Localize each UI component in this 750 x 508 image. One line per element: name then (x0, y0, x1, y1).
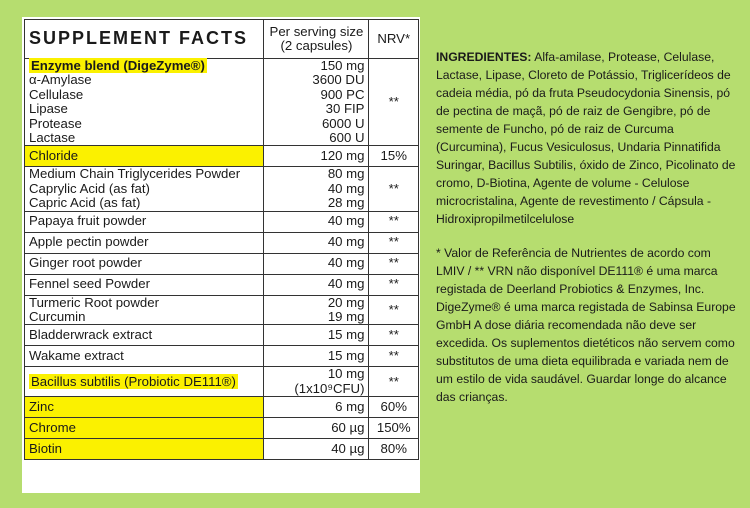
serving-header-line: Per serving size (269, 24, 364, 39)
ingredient-name: Caprylic Acid (as fat) (29, 180, 150, 196)
amount: 60 µg (264, 418, 369, 439)
ingredient-name: Fennel seed Powder (25, 274, 264, 295)
table-row (25, 346, 419, 367)
ingredient-name: Papaya fruit powder (25, 211, 264, 232)
nrv-header: NRV* (369, 20, 419, 59)
amount: 19 mg (327, 309, 365, 325)
serving-header (264, 20, 369, 59)
ingredients-text: Alfa-amilase, Protease, Celulase, Lactase, Lipase, Cloreto de Potássio, Triglicerídeos de cadeia média, pó da fruta Pseudocydonia Sinensis, pó de pectina de maçã, pó de raiz de Gengibre, pó de semente de Funcho, pó de raiz de Curcuma (Curcumina), Fucus Vesiculosus, Undaria Pinnatifida Suringar, Bacillus Subtilis, óxido de Zinco, Picolinato de cromo, D-Biotina, Agente de volume - Celulose microcristalina, Agente de revestimento / Cápsula - Hidroxipropilmetilcelulose (436, 50, 736, 226)
ingredient-name: Chrome (25, 418, 264, 439)
serving-header-line: (2 capsules) (280, 38, 353, 53)
amount: 3600 DU (312, 72, 365, 88)
ingredient-name: Protease (29, 115, 82, 131)
table-row (25, 59, 419, 146)
amount: 15 mg (264, 325, 369, 346)
notes-paragraph: * Valor de Referência de Nutrientes de acordo com LMIV / ** VRN não disponível DE111® é uma marca registada de Deerland Probiotics & Enzymes, Inc. DigeZyme® é uma marca registada de Sabinsa Europe GmbH A dose diária recomendada não deve ser excedida. Os suplementos dietéticos não servem como substitutos de uma dieta equilibrada e variada nem de um estilo de vida saudável. Guardar longe do alcance das crianças. (436, 246, 736, 404)
nrv-cell: 150% (369, 418, 419, 439)
ingredient-name-cell (25, 167, 264, 211)
table-title-cell (25, 20, 264, 59)
ingredient-name: Capric Acid (as fat) (29, 195, 141, 211)
side-text (436, 48, 736, 406)
table-row (25, 325, 419, 346)
amount: 40 mg (264, 274, 369, 295)
amount-cell (264, 59, 369, 146)
amount: 28 mg (327, 195, 365, 211)
amount: 900 PC (320, 86, 365, 102)
table-row (25, 232, 419, 253)
ingredient-name: α-Amylase (29, 72, 92, 88)
table-row (25, 253, 419, 274)
table-row (25, 211, 419, 232)
nrv-cell: ** (369, 325, 419, 346)
nrv-cell: ** (369, 167, 419, 211)
amount: 150 mg (320, 58, 365, 73)
amount-cell (264, 295, 369, 325)
amount: 40 mg (327, 180, 365, 196)
ingredient-name: Wakame extract (25, 346, 264, 367)
ingredient-name: Turmeric Root powder (29, 294, 159, 310)
ingredient-name: Apple pectin powder (25, 232, 264, 253)
nrv-cell: ** (369, 274, 419, 295)
table-row (25, 274, 419, 295)
enzyme-blend-label: Enzyme blend (DigeZyme®) (31, 58, 205, 73)
supplement-facts-table (24, 19, 419, 460)
ingredient-name: Chloride (25, 146, 264, 167)
amount: 30 FIP (325, 101, 365, 117)
ingredient-name: Cellulase (29, 86, 84, 102)
ingredients-paragraph (436, 48, 736, 228)
nrv-cell: 80% (369, 439, 419, 460)
amount: 6000 U (321, 115, 365, 131)
table-row (25, 367, 419, 397)
table-row (25, 439, 419, 460)
nrv-cell: 60% (369, 397, 419, 418)
amount: 40 mg (264, 253, 369, 274)
ingredient-name: Lipase (29, 101, 68, 117)
table-header-row (25, 20, 419, 59)
nrv-cell: ** (369, 211, 419, 232)
ingredient-name: Ginger root powder (25, 253, 264, 274)
ingredients-label: INGREDIENTES: (436, 50, 532, 64)
table-row (25, 295, 419, 325)
amount-cell (264, 167, 369, 211)
ingredient-name: Zinc (25, 397, 264, 418)
ingredient-name: Medium Chain Triglycerides Powder (29, 166, 241, 182)
nrv-cell: ** (369, 232, 419, 253)
ingredient-name: Lactase (29, 130, 76, 146)
amount: 80 mg (327, 166, 365, 182)
nrv-cell: ** (369, 253, 419, 274)
amount: 600 U (329, 130, 365, 146)
ingredient-name-cell (25, 367, 264, 397)
ingredient-name: Curcumin (29, 309, 86, 325)
nrv-cell: ** (369, 295, 419, 325)
amount: 40 mg (264, 211, 369, 232)
amount: 6 mg (264, 397, 369, 418)
amount: 10 mg (1x10⁹CFU) (264, 367, 369, 397)
nrv-cell: ** (369, 346, 419, 367)
ingredient-name-cell (25, 59, 264, 146)
amount: 20 mg (327, 294, 365, 310)
amount: 15 mg (264, 346, 369, 367)
ingredient-name-cell (25, 295, 264, 325)
ingredient-name: Biotin (25, 439, 264, 460)
nrv-cell: ** (369, 367, 419, 397)
ingredient-name: Bacillus subtilis (Probiotic DE111®) (31, 373, 236, 389)
amount: 120 mg (264, 146, 369, 167)
nrv-cell: 15% (369, 146, 419, 167)
table-title: SUPPLEMENT FACTS (29, 27, 249, 48)
table-row (25, 418, 419, 439)
amount: 40 mg (264, 232, 369, 253)
table-row (25, 167, 419, 211)
table-row (25, 397, 419, 418)
nrv-cell: ** (369, 59, 419, 146)
amount: 40 µg (264, 439, 369, 460)
ingredient-name: Bladderwrack extract (25, 325, 264, 346)
table-row (25, 146, 419, 167)
